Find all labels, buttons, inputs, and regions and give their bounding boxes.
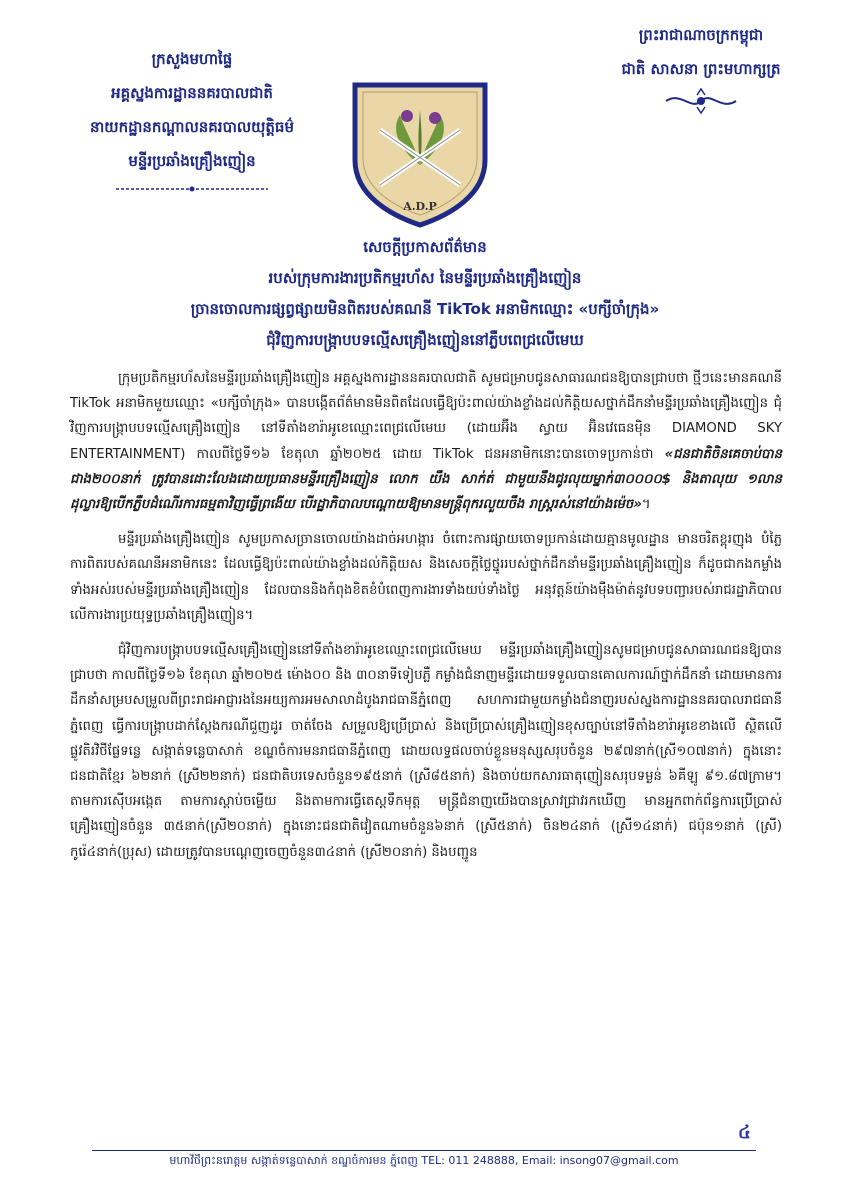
paragraph — [70, 366, 782, 517]
document-body — [70, 366, 782, 875]
ministry-header — [62, 42, 322, 202]
ornament-icon — [661, 86, 741, 116]
office-line: មន្ទីរប្រឆាំងគ្រឿងញៀន — [128, 152, 256, 170]
title-line: របស់ក្រុមការងារប្រតិកម្មរហ័ស នៃមន្ទីរប្រឆាំងគ្រឿងញៀន — [268, 269, 582, 287]
title-line: សេចក្តីប្រកាសព័ត៌មាន — [363, 238, 487, 256]
page-number: ៤ — [738, 1122, 751, 1143]
title-line: ច្រានចោលការផ្សព្វផ្សាយមិនពិតរបស់គណនី TikTok អនាមិកឈ្មោះ «បក្សីចាំក្រុង» — [190, 300, 660, 318]
kingdom-header — [566, 18, 836, 120]
paragraph-end: ។ — [641, 497, 651, 513]
directorate-line: នាយកដ្ឋានកណ្តាលនគរបាលយុត្តិធម៌ — [90, 118, 294, 136]
department-line: អគ្គស្នងការដ្ឋាននគរបាលជាតិ — [111, 84, 273, 102]
press-release-title — [70, 232, 780, 356]
paragraph: មន្ទីរប្រឆាំងគ្រឿងញៀន សូមប្រកាសច្រានចោលយ៉ាងដាច់អហង្ការ ចំពោះការផ្សាយចោទប្រកាន់ដោយគ្មានមូលដ្ឋាន មានចរិតខ្ពុរញុង បំភ្លៃការពិតរបស់គណនីអនាមិកនេះ ដែលធ្វើឱ្យប៉ះពាល់យ៉ាងខ្លាំងដល់កិត្តិយស និងសេចក្តីថ្លៃថ្នូររបស់ថ្នាក់ដឹកនាំមន្ទីរប្រឆាំងគ្រឿងញៀន ក៏ដូចជាកងកម្លាំងទាំងអស់របស់មន្ទីរប្រឆាំងគ្រឿងញៀន ដែលបាននិងកំពុងខិតខំបំពេញការងារទាំងយប់ទាំងថ្ងៃ អនុវត្តន៍យ៉ាងម៉ឺងម៉ាត់នូវបទបញ្ជារបស់រាជរដ្ឋាភិបាល លើការងារប្រយុទ្ធប្រឆាំងគ្រឿងញៀន។ — [70, 532, 782, 623]
kingdom-line: ព្រះរាជាណាចក្រកម្ពុជា — [638, 26, 764, 44]
footer-address: មហាវិថីព្រះនរោត្តម សង្កាត់ទន្លេបាសាក់ ខណ្ឌចំការមន ភ្នំពេញ TEL: 011 248888, Email: insong07@gmail.com — [169, 1154, 679, 1167]
paragraph: ជុំវិញការបង្ក្រាបបទល្មើសគ្រឿងញៀននៅទីតាំងខារ៉ាអូខេឈ្មោះពេជ្រលើមេឃ មន្ទីរប្រឆាំងគ្រឿងញៀនសូមជម្រាបជូនសាធារណជនឱ្យបានជ្រាបថា កាលពីថ្ងៃទី១៦ ខែតុលា ឆ្នាំ២០២៥ ម៉ោង០០ និង ៣០នាទីទៀបភ្លឺ កម្លាំងជំនាញមន្ទីរដោយទទួលបានគោលការណ៍ថ្នាក់ដឹកនាំ ដោយមានការដឹកនាំសម្របសម្រួលពីព្រះរាជអាជ្ញារងនៃអយ្យការអមសាលាដំបូងរាជធានីភ្នំពេញ សហការជាមួយកម្លាំងជំនាញរបស់ស្នងការដ្ឋាននគរបាលរាជធានីភ្នំពេញ ធ្វើការបង្ក្រាបដាក់ស្តែងករណីជួញដូរ ចាត់ចែង សម្រួលឱ្យប្រើប្រាស់ និងប្រើប្រាស់គ្រឿងញៀនខុសច្បាប់នៅទីតាំងខារ៉ាអូខេខាងលើ ស្ថិតលើផ្លូវតិរវិថីផ្លែទន្លេ សង្កាត់ទន្លេបាសាក់ ខណ្ឌចំការមនរាជធានីភ្នំពេញ ដោយលទ្ធផលចាប់ខ្លួនមនុស្សសរុបចំនួន ២៩៧នាក់(ស្រី១០៧នាក់) ក្នុងនោះជនជាតិខ្មែរ ៦២នាក់ (ស្រី២២នាក់) ជនជាតិបរទេសចំនួន១៩៥នាក់ (ស្រី៨៥នាក់) និងចាប់យកសារធាតុញៀនសរុបទម្ងន់ ៦គីឡូ ៩១.៨៧ក្រាម។ តាមការស៊ើបអង្កេត តាមការស្តាប់ចម្លើយ និងតាមការធ្វើតេស្តទឹកមុត្ត មន្ត្រីជំនាញយើងបានស្រាវជ្រាវរកឃើញ មានអ្នកពាក់ព័ន្ធការប្រើប្រាស់គ្រឿងញៀនចំនួន ៣៥នាក់(ស្រី២០នាក់) ក្នុងនោះជនជាតិវៀតណាមចំនួន៦នាក់ (ស្រី៥នាក់) ចិន២៤នាក់ (ស្រី១៤នាក់) ជប៉ុន១នាក់ (ស្រី) កូរ៉េ៤នាក់(ប្រុស) ដោយត្រូវបានបណ្តេញចេញចំនួន៣៤នាក់ (ស្រី២០នាក់) និងបញ្ជូន — [70, 643, 782, 860]
footer-divider — [92, 1150, 756, 1151]
paragraph-text: ក្រុមប្រតិកម្មរហ័សនៃមន្ទីរប្រឆាំងគ្រឿងញៀន អគ្គស្នងការដ្ឋាននគរបាលជាតិ សូមជម្រាបជូនសាធារណជនឱ្យបានជ្រាបថា ថ្មីៗនេះមានគណនី TikTok អនាមិកមួយឈ្មោះ «បក្សីចាំក្រុង» បានបង្កើតព័ត៌មានមិនពិតដែលធ្វើឱ្យប៉ះពាល់យ៉ាងខ្លាំងដល់កិត្តិយសថ្នាក់ដឹកនាំមន្ទីរប្រឆាំងគ្រឿងញៀន ជុំវិញការបង្ក្រាបបទល្មើសគ្រឿងញៀន នៅទីតាំងខារ៉ាអូខេឈ្មោះពេជ្រលើមេឃ (ដោយអ៊ីង ស្វាយ អ៊ិនវេធេនម៉ិន DIAMOND SKY ENTERTAINMENT) កាលពីថ្ងៃទី១៦ ខែតុលា ឆ្នាំ២០២៥ ដោយ TikTok ជនអនាមិកនោះបានចោទប្រកាន់ថា — [70, 371, 782, 462]
motto-line: ជាតិ សាសនា ព្រះមហាក្សត្រ — [621, 60, 781, 78]
quoted-claim: «ជនជាតិចិនគេចាប់បានជាង២០០នាក់ ត្រូវបានដោះលែងដោយប្រធានមន្ទីរគ្រឿងញៀន លោក យឹង សាក់ត់ ជាមួយនឹងជូរលុយម្នាក់៣០០០០$ និងតាលុយ ១លានដុល្លារឱ្យបើកភ្លឺបដំណើរការធម្មតាវិញធ្វើព្រងើយ បើរដ្ឋាភិបាលបណ្តោយឱ្យមានមន្ត្រីពុករលួយចឹង រាស្ត្ររស់នៅយ៉ាងម៉េច» — [70, 446, 782, 513]
title-line: ជុំវិញការបង្ក្រាបបទល្មើសគ្រឿងញៀននៅភ្លឺបពេជ្រលើមេឃ — [266, 331, 584, 349]
decorative-divider-icon — [112, 180, 272, 198]
emblem-caption: A.D.P — [403, 200, 437, 213]
ministry-line: ក្រសួងមហាផ្ទៃ — [151, 50, 233, 68]
